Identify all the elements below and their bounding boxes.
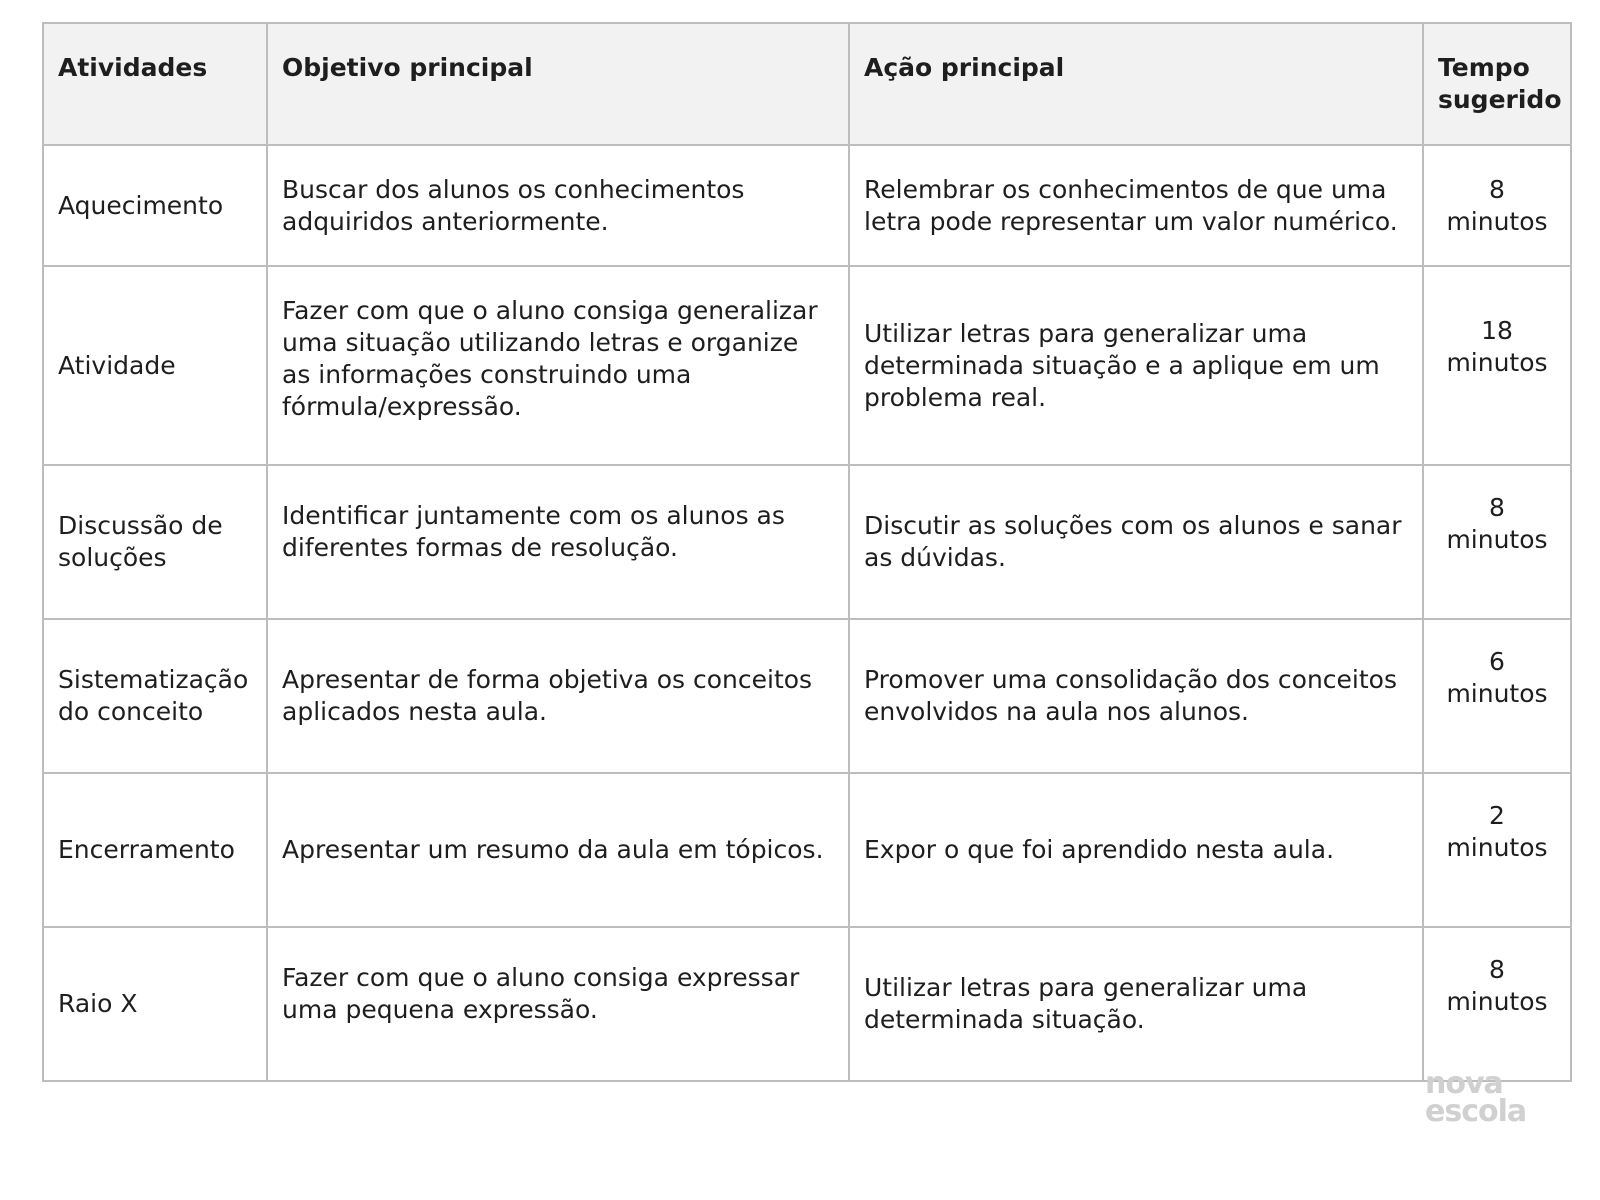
nova-escola-watermark	[1425, 1066, 1527, 1129]
table-row	[43, 927, 1571, 1081]
tempo-unidade: minutos	[1446, 679, 1548, 708]
cell-atividade: Raio X	[43, 927, 267, 1081]
table-row	[43, 465, 1571, 619]
cell-objetivo: Apresentar de forma objetiva os conceitos aplicados nesta aula.	[267, 619, 849, 773]
cell-acao: Relembrar os conhecimentos de que uma letra pode representar um valor numérico.	[849, 145, 1423, 266]
lesson-plan-table	[42, 22, 1572, 1082]
cell-acao: Promover uma consolidação dos conceitos envolvidos na aula nos alunos.	[849, 619, 1423, 773]
tempo-valor: 8	[1489, 955, 1505, 984]
cell-tempo	[1423, 619, 1571, 773]
tempo-unidade: minutos	[1446, 207, 1548, 236]
header-objetivo: Objetivo principal	[267, 23, 849, 145]
cell-atividade: Encerramento	[43, 773, 267, 927]
tempo-valor: 8	[1489, 175, 1505, 204]
cell-tempo	[1423, 927, 1571, 1081]
cell-atividade: Sistematização do conceito	[43, 619, 267, 773]
tempo-unidade: minutos	[1446, 525, 1548, 554]
cell-atividade: Atividade	[43, 266, 267, 465]
tempo-valor: 8	[1489, 493, 1505, 522]
cell-objetivo: Apresentar um resumo da aula em tópicos.	[267, 773, 849, 927]
table-row	[43, 266, 1571, 465]
cell-atividade: Aquecimento	[43, 145, 267, 266]
tempo-valor: 2	[1489, 801, 1505, 830]
cell-objetivo: Identificar juntamente com os alunos as diferentes formas de resolução.	[267, 465, 849, 619]
cell-tempo	[1423, 773, 1571, 927]
header-tempo: Tempo sugerido	[1423, 23, 1571, 145]
tempo-unidade: minutos	[1446, 987, 1548, 1016]
header-acao: Ação principal	[849, 23, 1423, 145]
table-row	[43, 773, 1571, 927]
tempo-unidade: minutos	[1446, 833, 1548, 862]
watermark-line1: nova	[1425, 1066, 1503, 1101]
watermark-line2: escola	[1425, 1094, 1527, 1129]
table-row	[43, 619, 1571, 773]
cell-objetivo: Buscar dos alunos os conhecimentos adquiridos anteriormente.	[267, 145, 849, 266]
cell-tempo	[1423, 266, 1571, 465]
cell-tempo	[1423, 145, 1571, 266]
tempo-valor: 18	[1481, 316, 1513, 345]
tempo-unidade: minutos	[1446, 348, 1548, 377]
tempo-valor: 6	[1489, 647, 1505, 676]
table-header-row	[43, 23, 1571, 145]
cell-acao: Utilizar letras para generalizar uma determinada situação e a aplique em um problema real.	[849, 266, 1423, 465]
cell-objetivo: Fazer com que o aluno consiga generalizar uma situação utilizando letras e organize as informações construindo uma fórmula/expressão.	[267, 266, 849, 465]
cell-objetivo: Fazer com que o aluno consiga expressar uma pequena expressão.	[267, 927, 849, 1081]
cell-atividade: Discussão de soluções	[43, 465, 267, 619]
header-atividades: Atividades	[43, 23, 267, 145]
cell-acao: Discutir as soluções com os alunos e sanar as dúvidas.	[849, 465, 1423, 619]
table-row	[43, 145, 1571, 266]
cell-acao: Expor o que foi aprendido nesta aula.	[849, 773, 1423, 927]
cell-acao: Utilizar letras para generalizar uma determinada situação.	[849, 927, 1423, 1081]
cell-tempo	[1423, 465, 1571, 619]
